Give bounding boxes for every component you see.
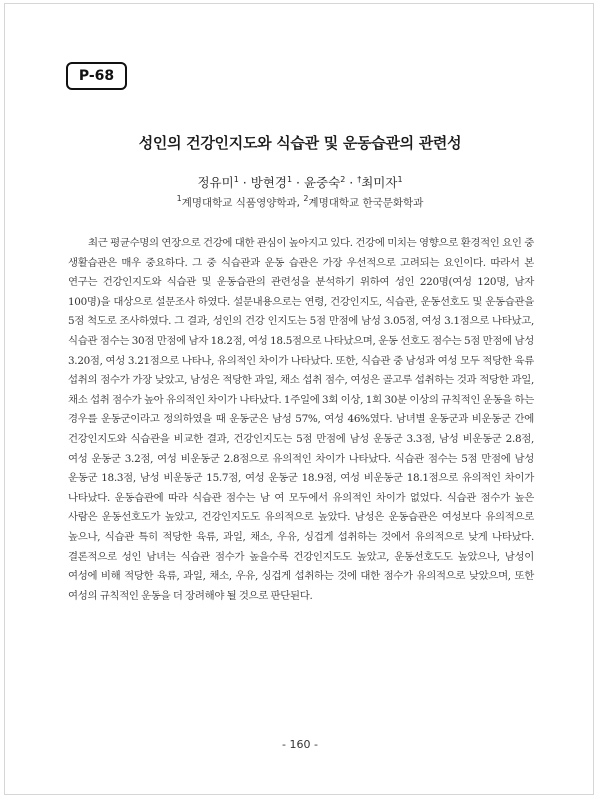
affiliation-list (60, 195, 540, 210)
author-name: 윤중숙 (303, 175, 341, 190)
author-separator: · (292, 175, 304, 190)
author-separator: · (238, 175, 251, 190)
abstract-code-badge: P-68 (66, 62, 127, 90)
paper-title: 성인의 건강인지도와 식습관 및 운동습관의 관련성 (138, 134, 462, 152)
author-list (60, 173, 540, 191)
corresponding-author-mark: † (357, 175, 362, 184)
author-name: 최미자 (361, 175, 398, 190)
abstract-body: 최근 평균수명의 연장으로 건강에 대한 관심이 높아지고 있다. 건강에 미치는 영향으로 환경적인 요인 중 생활습관은 매우 중요하다. 그 중 식습관과 운동 습관은 가장 우선적으로 고려되는 요인이다. 따라서 본 연구는 건강인지도와 식습관 및 운동습관의 관련성을 분석하기 위하여 성인 220명(여성 120명, 남자 100명)을 대상으로 설문조사 하였다. 설문내용으로는 연령, 건강인지도, 식습관, 운동선호도 및 운동습관을 5점 척도로 조사하였다. 그 결과, 성인의 건강 인지도는 5점 만점에 남성 3.05점, 여성 3.1점으로 나타났고, 식습관 점수는 30점 만점에 남자 18.2점, 여성 18.5점으로 나타났으며, 운동 선호도 점수는 5점 만점에 남성 3.20점, 여성 3.21점으로 나타나, 유의적인 차이가 나타났다. 또한, 식습관 중 남성과 여성 모두 적당한 육류 섭취의 점수가 가장 낮았고, 남성은 적당한 과일, 채소 섭취 점수, 여성은 골고루 섭취하는 것과 적당한 과일, 채소 섭취 점수가 높아 유의적인 차이가 나타났다. 1주일에 3회 이상, 1회 30분 이상의 규칙적인 운동을 하는 경우를 운동군이라고 정의하였을 때 운동군은 남성 57%, 여성 46%였다. 남녀별 운동군과 비운동군 간에 건강인지도와 식습관을 비교한 결과, 건강인지도는 5점 만점에 남성 운동군 3.3점, 남성 비운동군 2.8점, 여성 운동군 3.2점, 여성 비운동군 2.8점으로 유의적인 차이가 나타났다. 식습관 점수는 5점 만점에 남성 운동군 18.3점, 남성 비운동군 15.7점, 여성 운동군 18.9점, 여성 비운동군 18.1점으로 유의적인 차이가 나타났다. 운동습관에 따라 식습관 점수는 남 여 모두에서 유의적인 차이가 없었다. 식습관 점수가 높은 사람은 운동선호도가 높았고, 건강인지도도 유의적으로 높았다. 남성은 운동습관은 여성보다 유의적으로 높으나, 식습관 특히 적당한 육류, 과일, 채소, 우유, 싱겁게 섭취하는 것에서 유의적으로 낮게 나타났다. 결론적으로 성인 남녀는 식습관 점수가 높을수록 건강인지도도 높았고, 운동선호도도 높았으나, 남성이 여성에 비해 적당한 육류, 과일, 채소, 우유, 싱겁게 섭취하는 것에 대한 점수가 유의적으로 낮았으며, 또한 여성의 규칙적인 운동을 더 장려해야 될 것으로 판단된다. (68, 237, 534, 602)
author-affiliation-mark: 1 (233, 175, 239, 184)
author-name: 방현경 (250, 175, 287, 190)
affiliation-text: 계명대학교 식품영양학과, (181, 197, 300, 209)
author-affiliation-mark: 1 (286, 175, 293, 184)
affiliation-mark: 1 (176, 194, 182, 203)
author-affiliation-mark: 1 (397, 175, 403, 184)
affiliation-text: 계명대학교 한국문화학과 (308, 197, 424, 209)
author-separator: · (345, 175, 358, 190)
affiliation-mark: 2 (303, 194, 309, 203)
author-affiliation-mark: 2 (340, 175, 346, 184)
page-number: - 160 - (282, 738, 318, 751)
author-name: 정유미 (197, 175, 234, 190)
